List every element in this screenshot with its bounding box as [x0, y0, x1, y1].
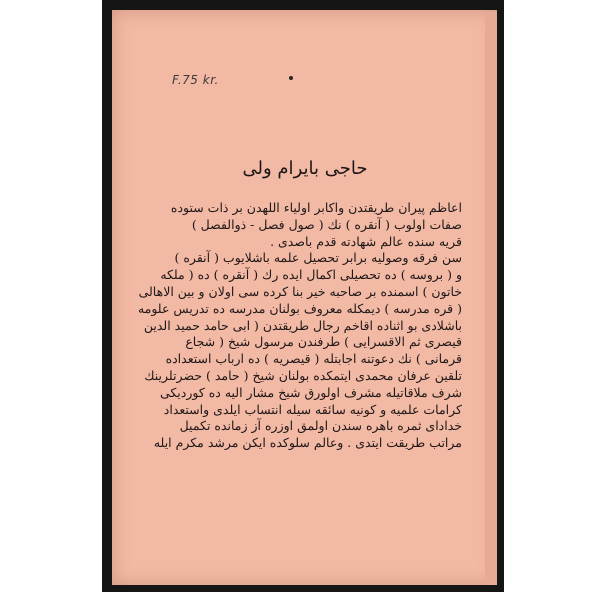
text-line: كرامات علميه و كونيه سائقه سيله انتساب ايلدى واستعداد — [163, 401, 462, 417]
page-title: حاجى بايرام ولى — [242, 158, 368, 179]
text-line: قريه سنده عالم شهادته قدم باصدى . — [270, 233, 462, 249]
text-line: ( قره مدرسه ) ديمكله معروف بولنان مدرسه ده تدريس علومه — [137, 300, 462, 316]
text-line: سن فرقه وصوليه برابر تحصيل علمه باشلايوب ( آنقره ) — [174, 250, 462, 266]
text-line: قيصرى ثم الاقسرايى ) طرفندن مرسول شيخ ( شجاع — [185, 334, 462, 350]
handwritten-shelfmark: F.75 kr. — [172, 73, 219, 87]
text-line: قرمانى ) نك دعوتنه اجابتله ( قيصريه ) ده ارباب استعداده — [165, 351, 462, 367]
body-text — [132, 200, 462, 452]
text-line: صفات اولوب ( آنقره ) نك ( صول فصل - ذوالفصل ) — [191, 216, 462, 232]
text-line: شرف ملاقاتيله مشرف اولورق شيخ مشار اليه ده كورديكى — [159, 384, 462, 400]
page-edge — [485, 12, 497, 585]
text-line: مراتب طريقت ايتدى . وعالم سلوكده ايكن مرشد مكرم ايله — [153, 435, 462, 451]
ink-dot — [289, 76, 293, 80]
text-line: باشلادى بو اثناده اقاخم رجال طريقتدن ( ابى حامد حميد الدين — [143, 317, 462, 333]
text-line: خاتون ) اسمنده بر صاحبه خير بنا كرده سى اولان و بين الاهالى — [138, 283, 462, 299]
text-line: و ( بروسه ) ده تحصيلى اكمال ايده رك ( آنقره ) ده ( ملكه — [160, 267, 462, 283]
text-line: تلقين عرفان محمدى ايتمكده بولنان شيخ ( حامد ) حضرتلرينك — [144, 367, 462, 383]
text-line: خداداى ثمره باهره سندن اولمق اوزره آز زمانده تكميل — [179, 418, 462, 434]
text-line: اعاظم پيران طريقتدن واكابر اولياء اللهدن بر ذات ستوده — [170, 200, 462, 215]
